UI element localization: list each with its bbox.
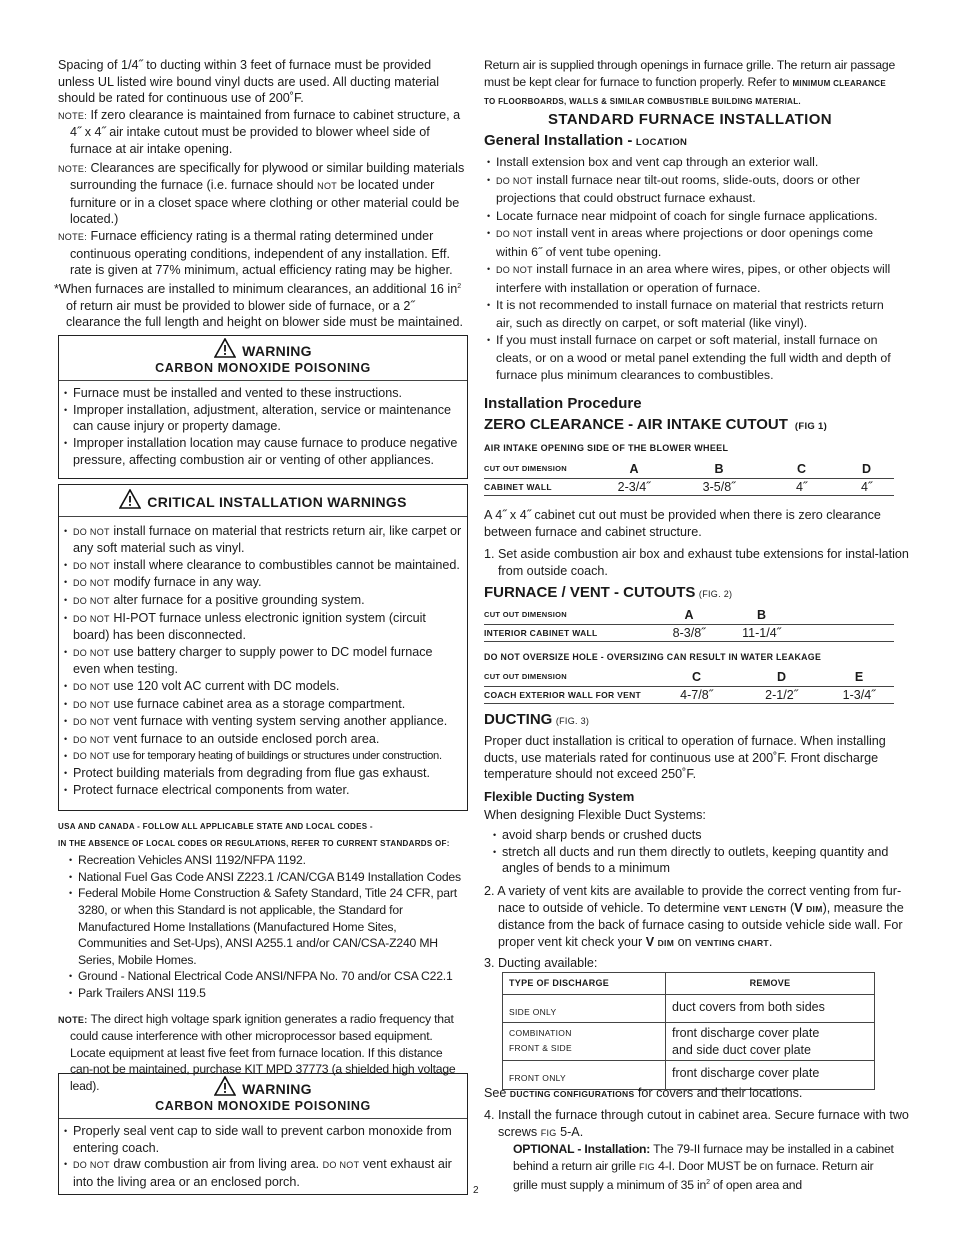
note-efficiency: NOTE: Furnace efficiency rating is a thermal rating determined under continuous operating conditions, independent of any installation. Eff. rate is given at 77% minimum, actual efficiency rating may be higher. [58,228,453,278]
list-item: • DO NOT install where clearance to combustibles cannot be maintained. [61,557,463,575]
table-row [503,994,875,1023]
oversize-warning: DO NOT OVERSIZE HOLE - OVERSIZING CAN RESULT IN WATER LEAKAGE [484,652,822,662]
zero-clearance-text: A 4˝ x 4˝ cabinet cut out must be provided when there is zero clearance between furnace and cabinet structure. [484,508,881,539]
table-cell: 8-3/8˝ [672,625,706,640]
table-cell: 4˝ [795,479,808,494]
table-cell: 11-1/4˝ [742,625,781,640]
table-cell: SIDE ONLY [503,994,666,1023]
list-item: • stretch all ducts and run them directly to outlets, keeping quantity and angles of bends to a minimum [490,844,890,877]
critical-title: CRITICAL INSTALLATION WARNINGS [147,494,407,510]
list-item: • Protect building materials from degrading from flue gas exhaust. [61,765,463,782]
note-zero-clearance: NOTE: If zero clearance is maintained from furnace to cabinet structure, a 4˝ x 4˝ air intake cutout must be provided to blower wheel side of furnace at air intake opening. [58,107,461,156]
cutout-dimension-label: CUT OUT DIMENSION [484,672,568,681]
list-item: • DO NOT use furnace cabinet area as a storage compartment. [61,696,463,714]
step-3: 3. Ducting available: [484,956,598,970]
table-row [503,1023,875,1061]
list-item: • DO NOT use for temporary heating of buildings or structures under construction. [61,748,463,765]
zero-clearance-heading: ZERO CLEARANCE - AIR INTAKE CUTOUT (FIG 1) [484,416,828,433]
step-1: 1. Set aside combustion air box and exhaust tube extensions for instal-lation from outside coach. [484,547,909,578]
table-row [484,478,894,496]
row-label: INTERIOR CABINET WALL [484,627,598,638]
table-row [484,686,894,704]
list-item: • Properly seal vent cap to side wall to prevent carbon monoxide from entering coach. [61,1123,463,1156]
list-item: • Recreation Vehicles ANSI 1192/NFPA 1192. [66,852,468,869]
warning-header [59,1074,467,1119]
intro-paragraph: Spacing of 1/4˝ to ducting within 3 feet of furnace must be provided unless UL listed wire bound vinyl ducts are used. All ducting material should be rated for continuous use of 200˚F. [58,58,440,106]
table-cell: 1-3/4˝ [842,687,876,702]
furnace-vent-heading: FURNACE / VENT - CUTOUTS (FIG. 2) [484,584,733,601]
critical-header [59,485,467,517]
flexible-ducting-heading: Flexible Ducting System [484,789,635,804]
list-item: • Furnace must be installed and vented to these instructions. [61,385,463,402]
installation-procedure-heading: Installation Procedure [484,395,642,412]
table-cell: 2-1/2˝ [765,687,798,702]
air-intake-label: AIR INTAKE OPENING SIDE OF THE BLOWER WHEEL [484,443,729,453]
table-cell: duct covers from both sides [666,994,875,1023]
warning-list [59,1119,467,1192]
coach-exterior-table [484,669,894,704]
table-cell: front discharge cover plate [666,1061,875,1090]
standard-installation-heading: STANDARD FURNACE INSTALLATION [547,111,833,128]
table-header-row [484,461,894,478]
list-item: • Install extension box and vent cap through an exterior wall. [484,154,896,172]
column-header: B [714,462,724,476]
list-item: • DO NOT use 120 volt AC current with DC models. [61,678,463,696]
step-2: 2. A variety of vent kits are available to provide the correct venting from fur-nace to outside of vehicle. To determine VENT LENGTH (V DIM), measure the distance from the back of furnace casing to outside vehicle side wall. For proper vent kit check your V DIM on VENTING CHART. [484,884,904,949]
warning-header [59,336,467,381]
table-header-row [484,669,894,686]
column-header: C [691,670,702,684]
warning-list [59,381,467,470]
table-cell: 2-3/4˝ [617,479,651,494]
table-cell: COMBINATION FRONT & SIDE [503,1023,666,1061]
cutout-dimension-label: CUT OUT DIMENSION [484,464,568,473]
list-item: • DO NOT vent furnace to an outside enclosed porch area. [61,731,463,749]
list-item: • Ground - National Electrical Code ANSI/NFPA No. 70 and/or CSA C22.1 [66,968,468,985]
warning-triangle-icon [214,338,236,358]
optional-installation: OPTIONAL - Installation: The 79-II furnace may be installed in a cabinet behind a return air grille FIG 4-I. Door MUST be on furnace. Return air grille must supply a minimum of 35 $in^2$ of open area and [513,1142,894,1193]
ducting-text: Proper duct installation is critical to operation of furnace. When installing ducts, use materials rated for continuous use at 200˚F. Front discharge temperature should not exceed 250˚F. [484,734,886,782]
list-item: • DO NOT install furnace near tilt-out rooms, slide-outs, doors or other projections that could obstruct furnace exhaust. [484,172,896,208]
cabinet-wall-table [484,461,894,496]
column-header: A [629,462,639,476]
list-item: • DO NOT install furnace on material that restricts return air, like carpet or any soft material such as vinyl. [61,523,463,557]
table-header-row [503,973,875,995]
list-item: • Improper installation, adjustment, alteration, service or maintenance can cause injury or property damage. [61,402,463,435]
warning-subtitle: CARBON MONOXIDE POISONING [155,360,371,375]
list-item: • DO NOT vent furnace with venting system serving another appliance. [61,713,463,731]
critical-list [59,517,467,801]
row-label: CABINET WALL [484,481,552,492]
row-label: COACH EXTERIOR WALL FOR VENT [484,689,641,700]
list-item: • DO NOT alter furnace for a positive grounding system. [61,592,463,610]
interior-cabinet-table [484,607,894,642]
return-air-paragraph: Return air is supplied through openings in furnace grille. The return air passage must be kept clear for furnace to function properly. Refer to MINIMUM CLEARANCE TO FLOORBOARDS, WALLS & SIMILAR COMBUSTIBLE BUILDING MATERIAL. [484,58,896,107]
ducting-heading: DUCTING (FIG. 3) [484,711,590,728]
list-item: • DO NOT draw combustion air from living area. DO NOT vent exhaust air into the living area or an enclosed porch. [61,1156,463,1190]
column-header: D [861,462,872,476]
warning-triangle-icon [119,489,141,509]
list-item: • Federal Mobile Home Construction & Safety Standard, Title 24 CFR, part 3280, or when this Standard is not applicable, the Standard for Manufactured Home Installations (Manufactured Home Sites, Communities and Set-Ups), ANSI A255.1 and/or CAN/CSA-Z240 MH Series, Mobile Homes. [66,885,468,968]
codes-heading: USA AND CANADA - FOLLOW ALL APPLICABLE STATE AND LOCAL CODES - [58,822,373,831]
codes-list [58,852,468,1001]
list-item: • Improper installation location may cause furnace to produce negative pressure, affecting combustion air or venting of other appliances. [61,435,463,468]
list-item: • DO NOT modify furnace in any way. [61,574,463,592]
list-item: • avoid sharp bends or crushed ducts [490,827,890,844]
critical-warnings-box [58,484,468,811]
note-asterisk: *When furnaces are installed to minimum clearances, an additional 16 $in^2$ of return air must be provided to blower side of furnace, or a 2˝ clearance the full length and height on blower side must be maintained. [54,281,463,330]
table-cell: front discharge cover plate and side duct cover plate [666,1023,875,1061]
note-spark-ignition: NOTE: The direct high voltage spark ignition generates a radio frequency that could cause interference with other microprocessor based equipment. Locate equipment at least five feet from furnace location. If this distance can-not be maintained, purchase KIT MPD 37773 (a shielded high voltage lead). [58,1011,456,1093]
see-configurations: See DUCTING CONFIGURATIONS for covers and their locations. [484,1086,803,1100]
list-item: • DO NOT install furnace in an area where wires, pipes, or other objects will interfere with installation or operation of furnace. [484,261,896,297]
table-cell: 4-7/8˝ [680,687,713,702]
column-header: REMOVE [666,973,875,995]
column-header: A [684,608,694,622]
warning-title: WARNING [242,1081,312,1097]
column-header: TYPE OF DISCHARGE [503,973,666,995]
cutout-dimension-label: CUT OUT DIMENSION [484,610,568,619]
note-clearances: NOTE: Clearances are specifically for plywood or similar building materials surrounding the furnace (i.e. furnace should NOT be located under furniture or in a closet space where clothing or other material could be located.) [58,160,465,227]
column-header: E [854,670,864,684]
table-cell: 4˝ [860,479,873,494]
step-4: 4. Install the furnace through cutout in cabinet area. Secure furnace with two screws FIG 5-A. [484,1108,909,1139]
list-item: • If you must install furnace on carpet or soft material, install furnace on cleats, or on a wood or metal panel extending the full width and depth of furnace plus minimum clearances to combustibles. [484,332,896,385]
clearance-notes [54,57,468,331]
general-installation-list [484,154,896,385]
table-cell: 3-5/8˝ [702,479,736,494]
codes-section [58,819,468,1095]
list-item: • DO NOT install vent in areas where projections or door openings come within 6˝ of vent tube opening. [484,225,896,261]
list-item: • Protect furnace electrical components from water. [61,782,463,799]
list-item: • DO NOT use battery charger to supply power to DC model furnace even when testing. [61,644,463,678]
warning-title: WARNING [242,343,312,359]
discharge-table [484,972,875,1090]
list-item: • DO NOT HI-POT furnace unless electronic ignition system (circuit board) has been disconnected. [61,610,463,644]
table-header-row [484,607,894,624]
page-number: 2 [473,1185,479,1196]
general-installation-heading: General Installation - LOCATION [484,132,688,149]
table-row [484,624,894,642]
flexible-ducting-list [490,827,890,877]
list-item: • It is not recommended to install furnace on material that restricts return air, such as directly on carpet, or soft material (like vinyl). [484,297,896,332]
flexible-ducting-intro: When designing Flexible Duct Systems: [484,808,706,822]
codes-subheading: IN THE ABSENCE OF LOCAL CODES OR REGULATIONS, REFER TO CURRENT STANDARDS OF: [58,838,450,848]
column-header: C [796,462,807,476]
list-item: • Park Trailers ANSI 119.5 [66,985,468,1002]
warning-box-1 [58,335,468,479]
list-item: • National Fuel Gas Code ANSI Z223.1 /CAN/CGA B149 Installation Codes [66,869,468,886]
warning-box-2 [58,1073,468,1195]
column-header: D [776,670,787,684]
list-item: • Locate furnace near midpoint of coach for single furnace applications. [484,208,896,226]
table-cell: FRONT ONLY [503,1061,666,1090]
warning-subtitle: CARBON MONOXIDE POISONING [155,1098,371,1113]
column-header: B [756,608,767,622]
warning-triangle-icon [214,1076,236,1096]
